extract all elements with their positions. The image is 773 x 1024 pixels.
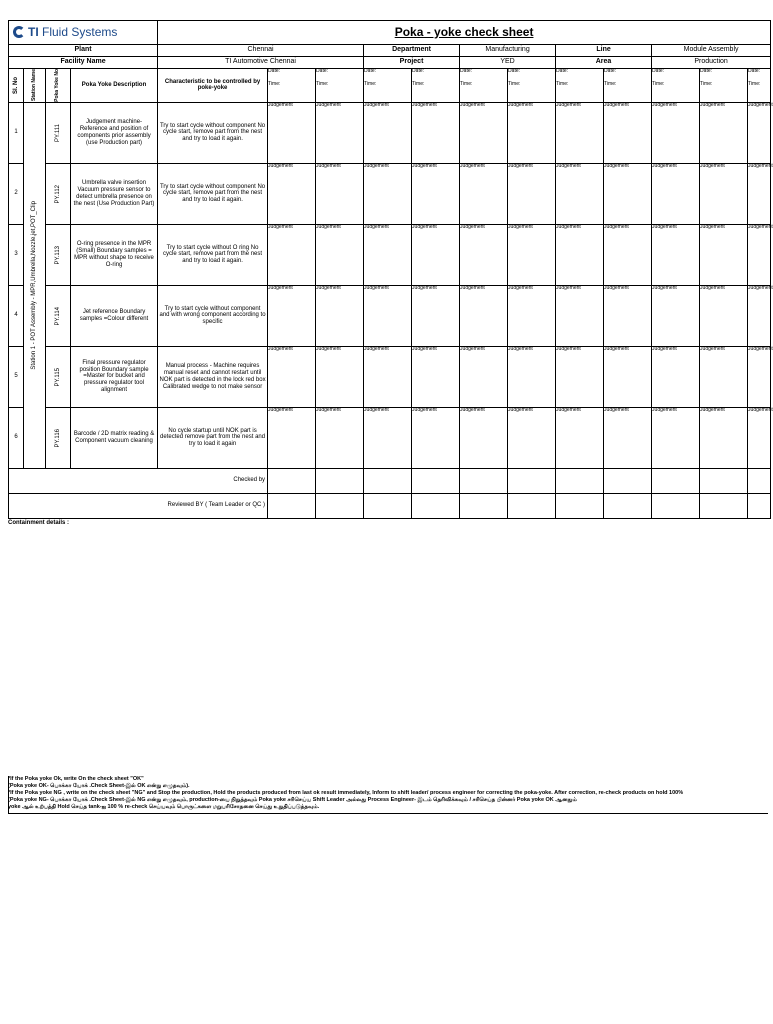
department-label: Department (364, 45, 460, 57)
date-time-cell[interactable]: Date: Time: (556, 69, 604, 103)
notes-border-left (8, 776, 9, 813)
judgement-cell[interactable]: Judgement (508, 285, 556, 346)
characteristic-cell: Try to start cycle without component No cycle start, remove part from the nest and try to load it again. (158, 163, 268, 224)
date-time-cell[interactable]: Date: Time: (652, 69, 700, 103)
reviewed-by-cell[interactable] (508, 493, 556, 518)
characteristic-cell: Try to start cycle without O ring No cycle start, remove part from the nest and try to load it again. (158, 224, 268, 285)
reviewed-by-cell[interactable] (748, 493, 771, 518)
judgement-cell[interactable]: Judgement (268, 346, 316, 407)
poka-yoke-no-cell: PY.114 (46, 285, 71, 346)
date-time-cell[interactable]: Date: Time: (412, 69, 460, 103)
judgement-cell[interactable]: Judgement (364, 102, 412, 163)
judgement-cell[interactable]: Judgement (652, 346, 700, 407)
checked-by-cell[interactable] (412, 468, 460, 493)
checked-by-label: Checked by (9, 468, 268, 493)
checked-by-cell[interactable] (700, 468, 748, 493)
judgement-cell[interactable]: Judgement (364, 163, 412, 224)
station-name-cell: Station 1 - POT Assembly - MPR,Umbrella,Nozzle,jet,POT_Clip (24, 102, 46, 468)
date-time-cell[interactable]: Date: Time: (604, 69, 652, 103)
judgement-cell[interactable]: Judgement (556, 102, 604, 163)
judgement-cell[interactable]: Judgement (604, 407, 652, 468)
facility-label: Facility Name (9, 57, 158, 69)
col-station-name: Station Name (24, 69, 46, 103)
checked-by-cell[interactable] (364, 468, 412, 493)
judgement-cell[interactable]: Judgement (412, 346, 460, 407)
note-line: *If the Poka yoke NG , write on the check sheet "NG" and Stop the production, Hold the products produced from last ok result immediately, Inform to shift leader/ process engineer for correcting the poka-yoke. After correction, re-check products on hold 100% (8, 789, 684, 796)
date-time-cell[interactable]: Date: Time: (364, 69, 412, 103)
note-line: yoke ஆல் உற்பத்தி Hold செய்த tank-ஐ 100 % re-check செய்யவும் பொருட்களை மறுபரிசோதனை செய்து உறுதிப்படுத்தவும். (8, 803, 320, 810)
judgement-cell[interactable]: Judgement (412, 285, 460, 346)
col-poka-yoke-no: Poka Yoke No (46, 69, 71, 103)
judgement-cell[interactable]: Judgement (748, 102, 771, 163)
company-logo: TI Fluid Systems (9, 21, 158, 45)
judgement-cell[interactable]: Judgement (364, 346, 412, 407)
checked-by-cell[interactable] (604, 468, 652, 493)
table-row (9, 346, 771, 407)
judgement-cell[interactable]: Judgement (700, 285, 748, 346)
reviewed-by-label: Reviewed BY ( Team Leader or QC ) (9, 493, 268, 518)
judgement-cell[interactable]: Judgement (364, 407, 412, 468)
judgement-cell[interactable]: Judgement (748, 407, 771, 468)
description-cell: Final pressure regulator position Boundary sample =Master for bucket and pressure regulator tool alignment (71, 346, 158, 407)
checked-by-cell[interactable] (556, 468, 604, 493)
notes-border-bottom (8, 813, 768, 814)
judgement-cell[interactable]: Judgement (316, 285, 364, 346)
poka-yoke-rows (9, 102, 771, 468)
table-row (9, 224, 771, 285)
col-characteristic: Characteristic to be controlled by poke-yoke (158, 69, 268, 103)
judgement-cell[interactable]: Judgement (460, 163, 508, 224)
judgement-cell[interactable]: Judgement (748, 163, 771, 224)
area-value: Production (652, 57, 771, 69)
note-line: (Poka yoke NG- பொக்கா யோக் .Check Sheet-இல் NG என்று எழுதவும், production-யை நிறுத்தவும் Poka yoke சரிசெய்ய Shift Leader அல்லது Process Engineer- இடம் தெரிவிக்கவும் / சரிசெய்த பின்னர் Poka yoke OK ஆனதும் (8, 796, 577, 803)
description-cell: Barcode / 2D matrix reading & Component vacuum cleaning (71, 407, 158, 468)
judgement-cell[interactable]: Judgement (700, 407, 748, 468)
checked-by-cell[interactable] (508, 468, 556, 493)
checked-by-cell[interactable] (316, 468, 364, 493)
judgement-cell[interactable]: Judgement (652, 102, 700, 163)
judgement-cell[interactable]: Judgement (556, 224, 604, 285)
description-cell: Umbrella valve insertion Vacuum pressure sensor to detect umbrella presence on the nest (Use Production Part) (71, 163, 158, 224)
date-time-cell[interactable]: Date: Time: (508, 69, 556, 103)
judgement-cell[interactable]: Judgement (748, 346, 771, 407)
plant-label: Plant (9, 45, 158, 57)
characteristic-cell: Try to start cycle without component and with wrong component according to specific (158, 285, 268, 346)
reviewed-by-cell[interactable] (316, 493, 364, 518)
judgement-cell[interactable]: Judgement (268, 163, 316, 224)
judgement-cell[interactable]: Judgement (364, 224, 412, 285)
judgement-cell[interactable]: Judgement (364, 285, 412, 346)
characteristic-cell: No cycle startup until NOK part is detected remove part from the nest and try to load it again (158, 407, 268, 468)
note-line: (Poka yoke OK- பொக்கா யோக் .Check Sheet-இல் OK என்று எழுதவும்). (8, 782, 190, 789)
reviewed-by-cell[interactable] (604, 493, 652, 518)
date-time-cell[interactable]: Date: Time: (748, 69, 771, 103)
note-line: *If the Poka yoke Ok, write On the check sheet "OK" (8, 776, 144, 782)
judgement-cell[interactable]: Judgement (604, 285, 652, 346)
description-cell: Jet reference Boundary samples =Colour different (71, 285, 158, 346)
date-time-cell[interactable]: Date: Time: (316, 69, 364, 103)
ti-logo-icon (13, 26, 25, 38)
reviewed-by-cell[interactable] (412, 493, 460, 518)
reviewed-by-cell[interactable] (364, 493, 412, 518)
line-label: Line (556, 45, 652, 57)
department-value: Manufacturing (460, 45, 556, 57)
judgement-cell[interactable]: Judgement (316, 224, 364, 285)
sl-no-cell: 4 (9, 285, 24, 346)
judgement-cell[interactable]: Judgement (508, 224, 556, 285)
judgement-cell[interactable]: Judgement (652, 407, 700, 468)
judgement-cell[interactable]: Judgement (556, 346, 604, 407)
reviewed-by-cell[interactable] (460, 493, 508, 518)
judgement-cell[interactable]: Judgement (652, 285, 700, 346)
judgement-cell[interactable]: Judgement (412, 407, 460, 468)
line-value: Module Assembly (652, 45, 771, 57)
characteristic-cell: Manual process - Machine requires manual reset and cannot restart until NOK part is detected in the lock red box Calibrated wedge to not make sensor (158, 346, 268, 407)
judgement-cell[interactable]: Judgement (460, 285, 508, 346)
poka-yoke-no-cell: PY.116 (46, 407, 71, 468)
reviewed-by-cell[interactable] (268, 493, 316, 518)
table-row (9, 285, 771, 346)
judgement-cell[interactable]: Judgement (508, 346, 556, 407)
judgement-cell[interactable]: Judgement (556, 407, 604, 468)
judgement-cell[interactable]: Judgement (748, 285, 771, 346)
judgement-cell[interactable]: Judgement (700, 102, 748, 163)
table-row (9, 407, 771, 468)
judgement-cell[interactable]: Judgement (604, 102, 652, 163)
table-row (9, 102, 771, 163)
facility-value: TI Automotive Chennai (158, 57, 364, 69)
col-description: Poka Yoke Description (71, 69, 158, 103)
date-time-cell[interactable]: Date: Time: (268, 69, 316, 103)
col-sl-no: Sl. No (9, 69, 24, 103)
characteristic-cell: Try to start cycle without component No cycle start, remove part from the nest and try to load it again. (158, 102, 268, 163)
judgement-cell[interactable]: Judgement (316, 163, 364, 224)
judgement-cell[interactable]: Judgement (268, 102, 316, 163)
judgement-cell[interactable]: Judgement (412, 163, 460, 224)
description-cell: Judgement machine- Reference and position of components prior assembly (use Production part) (71, 102, 158, 163)
project-label: Project (364, 57, 460, 69)
poka-yoke-no-cell: PY.113 (46, 224, 71, 285)
judgement-cell[interactable]: Judgement (508, 102, 556, 163)
reviewed-by-cell[interactable] (700, 493, 748, 518)
sl-no-cell: 3 (9, 224, 24, 285)
judgement-cell[interactable]: Judgement (652, 224, 700, 285)
area-label: Area (556, 57, 652, 69)
reviewed-by-cell[interactable] (556, 493, 604, 518)
page-title: Poka - yoke check sheet (158, 21, 771, 45)
poka-yoke-no-cell: PY.115 (46, 346, 71, 407)
sl-no-cell: 6 (9, 407, 24, 468)
judgement-cell[interactable]: Judgement (700, 346, 748, 407)
judgement-cell[interactable]: Judgement (412, 224, 460, 285)
judgement-cell[interactable]: Judgement (412, 102, 460, 163)
judgement-cell[interactable]: Judgement (460, 346, 508, 407)
judgement-cell[interactable]: Judgement (460, 224, 508, 285)
containment-details-label: Containment details : (8, 519, 70, 526)
sl-no-cell: 2 (9, 163, 24, 224)
judgement-cell[interactable]: Judgement (268, 407, 316, 468)
sl-no-cell: 5 (9, 346, 24, 407)
checked-by-cell[interactable] (748, 468, 771, 493)
sl-no-cell: 1 (9, 102, 24, 163)
judgement-cell[interactable]: Judgement (316, 346, 364, 407)
judgement-cell[interactable]: Judgement (604, 346, 652, 407)
date-time-cell[interactable]: Date: Time: (460, 69, 508, 103)
judgement-cell[interactable]: Judgement (508, 407, 556, 468)
checked-by-cell[interactable] (652, 468, 700, 493)
judgement-cell[interactable]: Judgement (460, 102, 508, 163)
judgement-cell[interactable]: Judgement (268, 224, 316, 285)
project-value: YED (460, 57, 556, 69)
judgement-cell[interactable]: Judgement (316, 102, 364, 163)
table-row (9, 163, 771, 224)
checked-by-cell[interactable] (460, 468, 508, 493)
judgement-cell[interactable]: Judgement (556, 285, 604, 346)
judgement-cell[interactable]: Judgement (604, 224, 652, 285)
poka-yoke-no-cell: PY.111 (46, 102, 71, 163)
checked-by-cell[interactable] (268, 468, 316, 493)
reviewed-by-cell[interactable] (652, 493, 700, 518)
poka-yoke-no-cell: PY.112 (46, 163, 71, 224)
plant-value: Chennai (158, 45, 364, 57)
judgement-cell[interactable]: Judgement (700, 224, 748, 285)
judgement-cell[interactable]: Judgement (604, 163, 652, 224)
description-cell: O-ring presence in the MPR (Small) Boundary samples = MPR without shape to receive O-ring (71, 224, 158, 285)
instruction-notes (8, 776, 768, 810)
check-sheet (8, 20, 773, 526)
judgement-cell[interactable]: Judgement (700, 163, 748, 224)
date-time-cell[interactable]: Date: Time: (700, 69, 748, 103)
check-sheet-table (8, 20, 771, 519)
judgement-cell[interactable]: Judgement (316, 407, 364, 468)
judgement-cell[interactable]: Judgement (652, 163, 700, 224)
judgement-cell[interactable]: Judgement (748, 224, 771, 285)
judgement-cell[interactable]: Judgement (508, 163, 556, 224)
judgement-cell[interactable]: Judgement (268, 285, 316, 346)
judgement-cell[interactable]: Judgement (460, 407, 508, 468)
judgement-cell[interactable]: Judgement (556, 163, 604, 224)
